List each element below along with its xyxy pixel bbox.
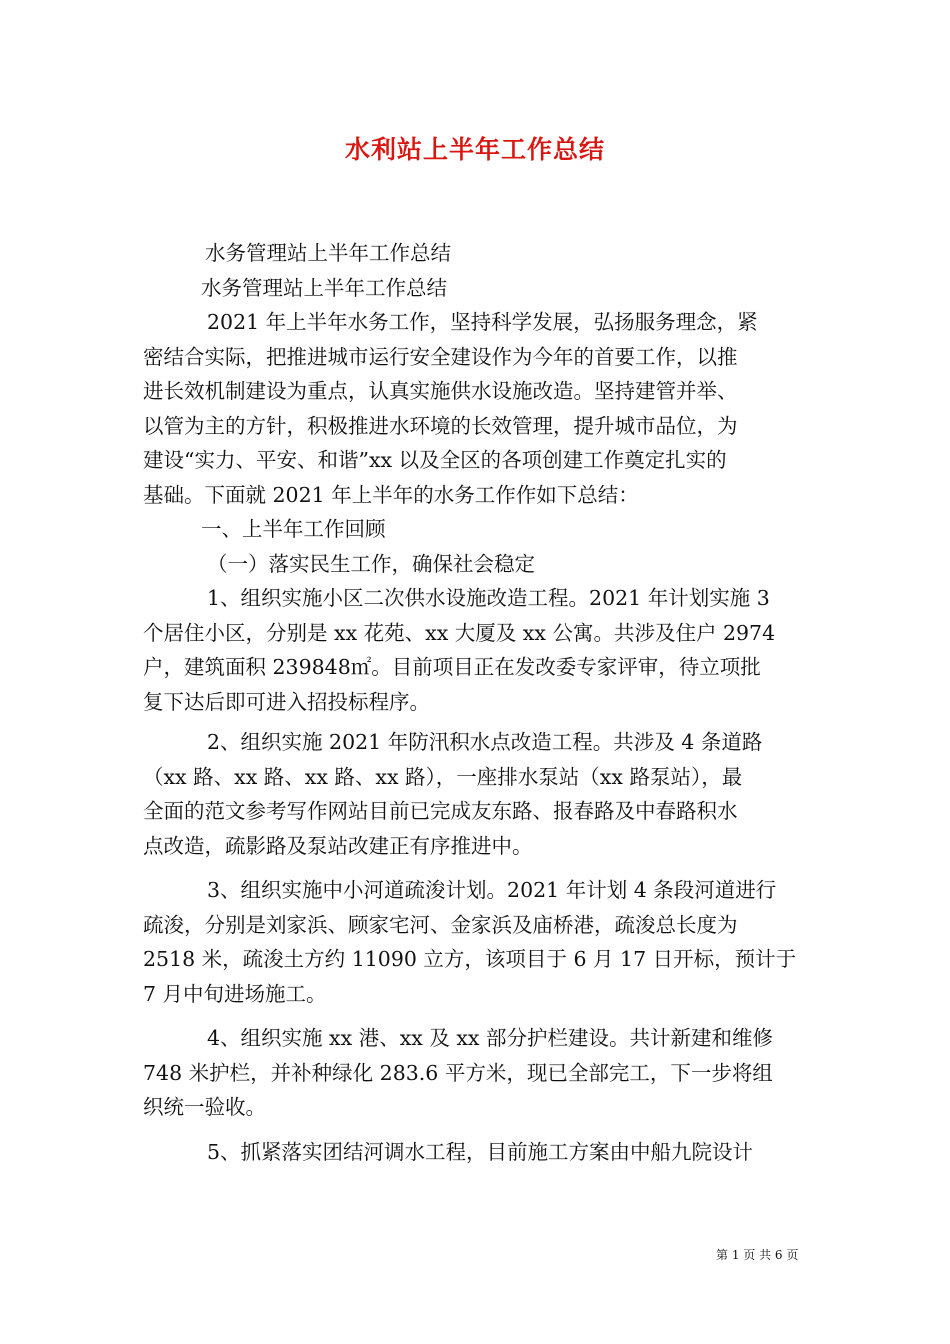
section-heading: 一、上半年工作回顾 — [201, 517, 386, 541]
paragraph-line: 4、组织实施 xx 港、xx 及 xx 部分护栏建设。共计新建和维修 — [207, 1026, 773, 1050]
paragraph-line: 748 米护栏，并补种绿化 283.6 平方米，现已全部完工，下一步将组 — [143, 1060, 773, 1085]
paragraph-line: 复下达后即可进入招投标程序。 — [143, 689, 430, 714]
paragraph-line: 2518 米，疏浚土方约 11090 立方，该项目于 6 月 17 日开标，预计于 — [143, 947, 797, 971]
paragraph-line: 2、组织实施 2021 年防汛积水点改造工程。共涉及 4 条道路 — [207, 730, 763, 754]
paragraph-line: 进长效机制建设为重点，认真实施供水设施改造。坚持建管并举、 — [143, 379, 738, 403]
subtitle-line: 水务管理站上半年工作总结 — [201, 275, 447, 300]
paragraph-line: 1、组织实施小区二次供水设施改造工程。2021 年计划实施 3 — [207, 586, 770, 610]
paragraph-line: 密结合实际，把推进城市运行安全建设作为今年的首要工作，以推 — [143, 344, 738, 369]
paragraph-line: 基础。下面就 2021 年上半年的水务工作作如下总结： — [143, 482, 639, 507]
paragraph-line: 5、抓紧落实团结河调水工程，目前施工方案由中船九院设计 — [207, 1139, 754, 1164]
paragraph-line: 2021 年上半年水务工作，坚持科学发展，弘扬服务理念，紧 — [207, 310, 758, 334]
paragraph-line: 户，建筑面积 239848㎡。目前项目正在发改委专家评审，待立项批 — [143, 655, 761, 679]
subtitle-line: 水务管理站上半年工作总结 — [205, 241, 451, 265]
paragraph-line: 3、组织实施中小河道疏浚计划。2021 年计划 4 条段河道进行 — [207, 878, 777, 902]
subsection-heading: （一）落实民生工作，确保社会稳定 — [207, 551, 535, 576]
paragraph-line: 以管为主的方针，积极推进水环境的长效管理，提升城市品位，为 — [143, 413, 738, 438]
document-body — [143, 236, 807, 1169]
paragraph-line: 7 月中旬进场施工。 — [143, 981, 327, 1006]
paragraph-line: （xx 路、xx 路、xx 路、xx 路），一座排水泵站（xx 路泵站），最 — [143, 764, 743, 789]
document-title: 水利站上半年工作总结 — [344, 135, 605, 164]
paragraph-line: 建设“实力、平安、和谐”xx 以及全区的各项创建工作奠定扎实的 — [143, 448, 727, 472]
paragraph-line: 个居住小区，分别是 xx 花苑、xx 大厦及 xx 公寓。共涉及住户 2974 — [143, 620, 776, 645]
paragraph-line: 全面的范文参考写作网站目前已完成友东路、报春路及中春路积水 — [143, 799, 738, 823]
paragraph-line: 疏浚，分别是刘家浜、顾家宅河、金家浜及庙桥港，疏浚总长度为 — [143, 912, 738, 937]
paragraph-line: 点改造，疏影路及泵站改建正有序推进中。 — [143, 833, 533, 858]
page-number: 第 1 页 共 6 页 — [716, 1248, 799, 1262]
paragraph-line: 织统一验收。 — [143, 1095, 266, 1119]
